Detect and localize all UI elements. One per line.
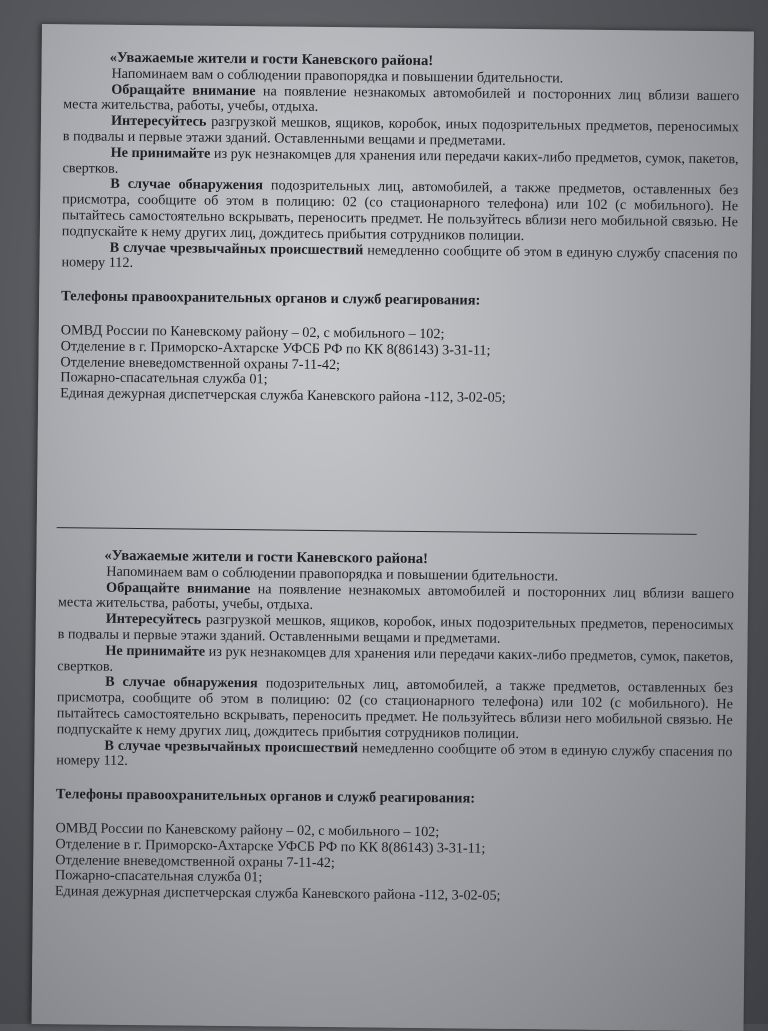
paragraph-lead: Не принимайте: [110, 144, 211, 162]
document-page: [32, 24, 754, 1031]
notice-title: «Уважаемые жители и гости Каневского района!: [109, 49, 434, 70]
phone-list: [60, 323, 737, 409]
paragraph-body: на появление незнакомых автомобилей и посторонних лиц вблизи вашего места жительства, работы, учебы, отдыха.: [57, 580, 735, 614]
phone-entry: Пожарно-спасательная служба 01;: [54, 867, 263, 886]
phone-entry: Единая дежурная диспетчерская служба Каневского района -112, 3-02-05;: [60, 385, 506, 407]
paragraph-body: подозрительных лиц, автомобилей, а также предметов, оставленных без присмотра, сообщите об этом в полицию: 02 (со стационарного телефона) или 102 (с мобильного). Не пытайтесь самостоятельно вскрывать, переносить предмет. Не пользуйтесь вблизи него мобильной связью. Не подпускайте к нему других лиц, дождитесь прибытия сотрудников полиции.: [61, 177, 739, 244]
paragraph-body: из рук незнакомцев для хранения или передачи каких-либо предметов, сумок, пакетов, свертков.: [57, 643, 734, 675]
phones-heading: Телефоны правоохранительных органов и служб реагирования:: [61, 288, 481, 309]
notice-2: [55, 548, 735, 907]
phone-entry: Единая дежурная диспетчерская служба Каневского района -112, 3-02-05;: [54, 883, 501, 904]
paragraph-body: разгрузкой мешков, ящиков, коробок, иных подозрительных предметов, переносимых в подвалы и первые этажи зданий. Оставленными вещами и предметами.: [57, 611, 734, 647]
paragraph-lead: Обращайте внимание: [106, 579, 251, 597]
reminder-text: Напоминаем вам о соблюдении правопорядка и повышении бдительности.: [111, 65, 564, 87]
reminder-text: Напоминаем вам о соблюдении правопорядка и повышении бдительности.: [106, 563, 559, 585]
paragraph-lead: Интересуйтесь: [110, 112, 207, 130]
phone-entry: ОМВД России по Каневскому району – 02, с мобильного – 102;: [55, 820, 440, 841]
paragraph-if-found: [57, 675, 734, 745]
paragraph-body: из рук незнакомцев для хранения или передачи каких-либо предметов, сумок, пакетов, свертков.: [62, 145, 739, 177]
paragraph-lead: В случае обнаружения: [110, 176, 264, 194]
paragraph-lead: Интересуйтесь: [105, 610, 202, 628]
paragraph-body: немедленно сообщите об этом в единую службу спасения по номеру 112.: [61, 241, 738, 272]
paragraph-lead: Обращайте внимание: [111, 81, 256, 99]
paragraph-if-found: [62, 177, 739, 247]
notice-title: «Уважаемые жители и гости Каневского района!: [104, 547, 429, 568]
paragraph-body: немедленно сообщите об этом в единую службу спасения по номеру 112.: [56, 739, 733, 770]
paragraph-lead: В случае чрезвычайных происшествий: [104, 737, 359, 756]
phones-heading: Телефоны правоохранительных органов и служб реагирования:: [55, 786, 476, 807]
phone-entry: ОМВД России по Каневскому району – 02, с мобильного – 102;: [60, 322, 445, 343]
paragraph-lead: В случае обнаружения: [105, 674, 258, 692]
phone-entry: Пожарно-спасательная служба 01;: [60, 369, 268, 388]
phone-entry: Отделение в г. Приморско-Ахтарске УФСБ РФ по КК 8(86143) 3-31-11;: [55, 835, 486, 857]
phone-entry: Отделение вневедомственной охраны 7-11-42;: [55, 851, 335, 871]
notice-1: [60, 50, 740, 409]
paragraph-body: разгрузкой мешков, ящиков, коробок, иных подозрительных предметов, переносимых в подвалы и первые этажи зданий. Оставленными вещами и предметами.: [62, 113, 740, 149]
paragraph-lead: В случае чрезвычайных происшествий: [109, 239, 364, 258]
paragraph-lead: Не принимайте: [105, 642, 206, 660]
cut-line-divider: [57, 527, 697, 535]
phone-list: [55, 821, 732, 907]
phone-entry: Отделение вневедомственной охраны 7-11-42;: [60, 353, 341, 373]
paragraph-body: подозрительных лиц, автомобилей, а также предметов, оставленных без присмотра, сообщите об этом в полицию: 02 (со стационарного телефона) или 102 (с мобильного). Не пытайтесь самостоятельно вскрывать, переносить предмет. Не пользуйтесь вблизи него мобильной связью. Не подпускайте к нему других лиц, дождитесь прибытия сотрудников полиции.: [56, 675, 734, 742]
paragraph-body: на появление незнакомых автомобилей и посторонних лиц вблизи вашего места жительства, работы, учебы, отдыха.: [63, 82, 740, 116]
phone-entry: Отделение в г. Приморско-Ахтарске УФСБ РФ по КК 8(86143) 3-31-11;: [60, 337, 491, 359]
